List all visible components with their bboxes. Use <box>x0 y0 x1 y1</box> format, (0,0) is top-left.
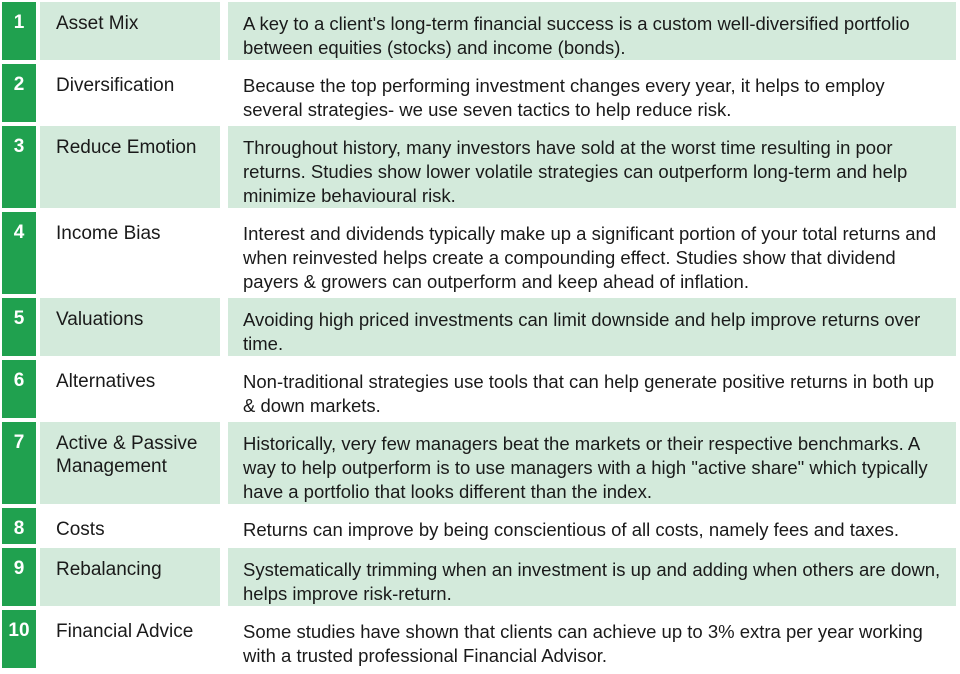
row-description: Some studies have shown that clients can achieve up to 3% extra per year working with a trusted professional Financial Advisor. <box>228 610 956 668</box>
table-row <box>0 212 960 294</box>
row-number-badge: 1 <box>2 2 36 60</box>
row-title: Financial Advice <box>40 610 220 668</box>
row-number-badge: 10 <box>2 610 36 668</box>
table-row <box>0 2 960 60</box>
row-title: Rebalancing <box>40 548 220 606</box>
row-title: Active & Passive Management <box>40 422 220 504</box>
table-row <box>0 360 960 418</box>
table-row <box>0 64 960 122</box>
row-number-badge: 6 <box>2 360 36 418</box>
row-title: Diversification <box>40 64 220 122</box>
row-description: Avoiding high priced investments can limit downside and help improve returns over time. <box>228 298 956 356</box>
row-number-badge: 3 <box>2 126 36 208</box>
row-title: Reduce Emotion <box>40 126 220 208</box>
row-description: Historically, very few managers beat the markets or their respective benchmarks. A way to help outperform is to use managers with a high "active share" which typically have a portfolio that looks different than the index. <box>228 422 956 504</box>
table-row <box>0 126 960 208</box>
row-title: Alternatives <box>40 360 220 418</box>
table-row <box>0 610 960 668</box>
row-title: Income Bias <box>40 212 220 294</box>
row-number-badge: 9 <box>2 548 36 606</box>
row-description: Returns can improve by being conscientious of all costs, namely fees and taxes. <box>228 508 956 544</box>
row-title: Asset Mix <box>40 2 220 60</box>
row-description: A key to a client's long-term financial success is a custom well-diversified portfolio between equities (stocks) and income (bonds). <box>228 2 956 60</box>
row-number-badge: 2 <box>2 64 36 122</box>
table-row <box>0 508 960 544</box>
row-number-badge: 5 <box>2 298 36 356</box>
table-row <box>0 422 960 504</box>
row-description: Throughout history, many investors have sold at the worst time resulting in poor returns. Studies show lower volatile strategies can outperform long-term and help minimize behavioural risk. <box>228 126 956 208</box>
row-description: Non-traditional strategies use tools that can help generate positive returns in both up & down markets. <box>228 360 956 418</box>
row-title: Valuations <box>40 298 220 356</box>
row-number-badge: 4 <box>2 212 36 294</box>
row-number-badge: 7 <box>2 422 36 504</box>
row-description: Systematically trimming when an investment is up and adding when others are down, helps improve risk-return. <box>228 548 956 606</box>
row-description: Because the top performing investment changes every year, it helps to employ several strategies- we use seven tactics to help reduce risk. <box>228 64 956 122</box>
row-description: Interest and dividends typically make up a significant portion of your total returns and when reinvested helps create a compounding effect. Studies show that dividend payers & growers can outperform and keep ahead of inflation. <box>228 212 956 294</box>
row-number-badge: 8 <box>2 508 36 544</box>
table-row <box>0 548 960 606</box>
table-row <box>0 298 960 356</box>
row-title: Costs <box>40 508 220 544</box>
